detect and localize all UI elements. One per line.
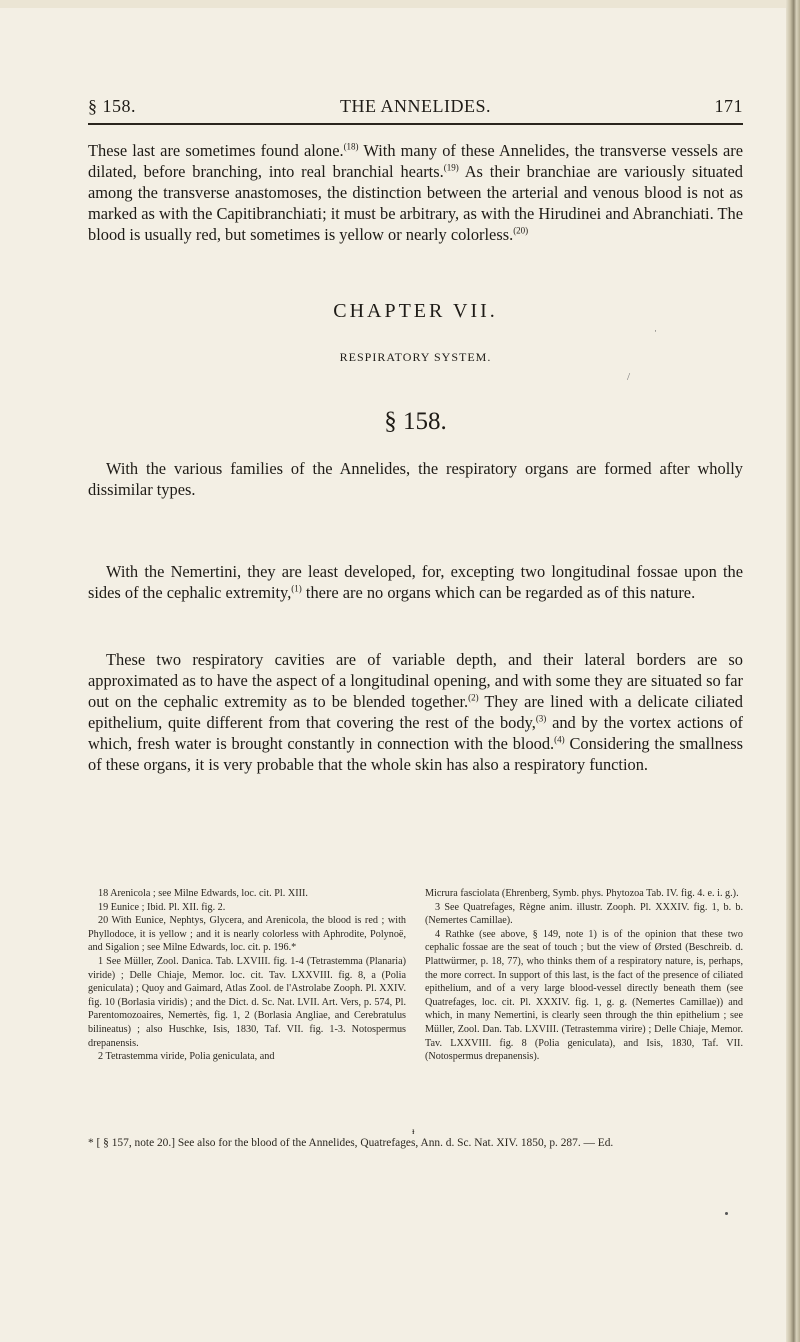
print-mark: / bbox=[627, 371, 631, 383]
p3-text-b: They are lined with a delicate ciliated epithelium, quite different from that covering the rest of the body, bbox=[88, 692, 743, 732]
running-head-section: § 158. bbox=[88, 96, 136, 116]
footnotes-left-column bbox=[88, 887, 406, 1064]
footnote-3: 3 See Quatrefages, Règne anim. illustr. Zooph. Pl. XXXIV. fig. 1, b. b. (Nemertes Camillae). bbox=[425, 901, 743, 927]
running-head bbox=[88, 96, 743, 120]
editor-note: * [ § 157, note 20.] See also for the blood of the Annelides, Quatrefages, Ann. d. Sc. Nat. XIV. 1850, p. 287. — Ed. bbox=[88, 1137, 614, 1149]
intro-text-3: As their branchiae are variously situated among the transverse anastomoses, the distinction between the arterial and venous blood is not as marked as with the Capitibranchiati; it must be arbitrary, as with the Hirudinei and Abranchiati. The blood is usually red, but sometimes is yellow or nearly colorless. bbox=[88, 162, 743, 244]
footnote-ref-18: (18) bbox=[343, 141, 359, 152]
chapter-title: CHAPTER VII. bbox=[333, 300, 498, 322]
book-binding-edge bbox=[786, 0, 800, 1342]
chapter-subtitle: RESPIRATORY SYSTEM. bbox=[339, 350, 492, 364]
intro-text-2: With many of these Annelides, the transverse vessels are dilated, before branching, into real branchial hearts. bbox=[88, 141, 743, 181]
footnote-2: 2 Tetrastemma viride, Polia geniculata, and bbox=[98, 1051, 275, 1063]
p3-text-c: and by the vortex actions of which, fresh water is brought constantly in connection with the blood. bbox=[88, 713, 743, 753]
header-rule bbox=[88, 123, 743, 125]
running-head-title: THE ANNELIDES. bbox=[340, 96, 491, 116]
section-number: § 158. bbox=[384, 408, 447, 435]
intro-text-1: These last are sometimes found alone. bbox=[88, 141, 344, 160]
section-paragraph-3 bbox=[88, 649, 743, 775]
p2-text-a: With the Nemertini, they are least developed, for, excepting two longitudinal fossae upon the sides of the cephalic extremity, bbox=[88, 562, 743, 602]
page-number: 171 bbox=[714, 96, 743, 116]
footnote-2-continued: Micrura fasciolata (Ehrenberg, Symb. phys. Phytozoa Tab. IV. fig. 4. e. i. g.). bbox=[425, 888, 739, 899]
print-tick: ᵻ bbox=[412, 1126, 415, 1136]
section-paragraph-2 bbox=[88, 561, 743, 603]
p2-text-b: there are no organs which can be regarded as of this nature. bbox=[301, 583, 696, 602]
footnote-ref-1: (1) bbox=[291, 583, 302, 594]
footnote-1: 1 See Müller, Zool. Danica. Tab. LXVIII. fig. 1-4 (Tetrastemma (Planaria) viride) ; Delle Chiaje, Memor. loc. cit. Tav. LXXVIII. fig. 8, a (Polia geniculata) ; Quoy and Gaimard, Atlas Zool. de l'Astrolabe Zooph. Pl. XXIV. fig. 10 (Borlasia viridis) ; and the Dict. d. Sc. Nat. LVII. Art. Vers, p. 574, Pl. Parentomozoaires, Nemertès, fig. 1, 2 (Borlasia Angliae, and Cerebratulus bilineatus) ; also Huschke, Isis, 1830, Taf. VII. fig. 1-3. Notospermus drepanensis. bbox=[88, 955, 406, 1049]
footnotes-right-column bbox=[425, 887, 743, 1064]
intro-paragraph bbox=[88, 140, 743, 245]
p3-text-a: These two respiratory cavities are of variable depth, and their lateral borders are so approximated as to have the aspect of a longitudinal opening, and with some they are situated so far out on the cephalic extremity as to be blended together. bbox=[88, 650, 743, 711]
footnote-20: 20 With Eunice, Nephtys, Glycera, and Arenicola, the blood is red ; with Phyllodoce, it is yellow ; and it is nearly colorless with Aphrodite, Polynoë, and Sigalion ; see Milne Edwards, loc. cit. p. 196.* bbox=[88, 915, 406, 954]
footnote-19: 19 Eunice ; Ibid. Pl. XII. fig. 2. bbox=[98, 901, 226, 913]
footnote-ref-2: (2) bbox=[468, 692, 479, 703]
print-dot bbox=[725, 1212, 728, 1215]
p3-text-d: Considering the smallness of these organs, it is very probable that the whole skin has also a respiratory function. bbox=[88, 734, 744, 774]
section-paragraph-1: With the various families of the Annelides, the respiratory organs are formed after wholly dissimilar types. bbox=[88, 459, 743, 499]
footnote-ref-4: (4) bbox=[554, 734, 565, 745]
footnote-ref-20: (20) bbox=[513, 225, 529, 236]
footnote-4: 4 Rathke (see above, § 149, note 1) is of the opinion that these two cephalic fossae are the seat of touch ; but the view of Ørsted (Beschreib. d. Plattwürmer, p. 18, 77), who thinks them of a respiratory nature, is, perhaps, the more correct. In support of this last, is the fact of the presence of ciliated epithelium, and of a very large blood-vessel directly beneath them (see Quatrefages, loc. cit. Pl. XXXIV. fig. 1, g. g. (Nemertes Camillae)) and which, in many Nemertini, is clearly seen through the thin epithelium ; see Müller, Zool. Dan. Tab. LXVIII. (Tetrastemma virire) ; Delle Chiaje, Memor. Tav. LXXVIII. fig. 8 (Polia geniculata), and Isis, 1830, Taf. VII. (Notospermus drepanensis). bbox=[425, 928, 743, 1063]
print-speck: · bbox=[654, 326, 657, 336]
footnote-18: 18 Arenicola ; see Milne Edwards, loc. cit. Pl. XIII. bbox=[98, 888, 308, 899]
page-top-edge bbox=[0, 0, 800, 8]
footnote-ref-19: (19) bbox=[443, 162, 459, 173]
footnote-ref-3: (3) bbox=[535, 713, 547, 724]
